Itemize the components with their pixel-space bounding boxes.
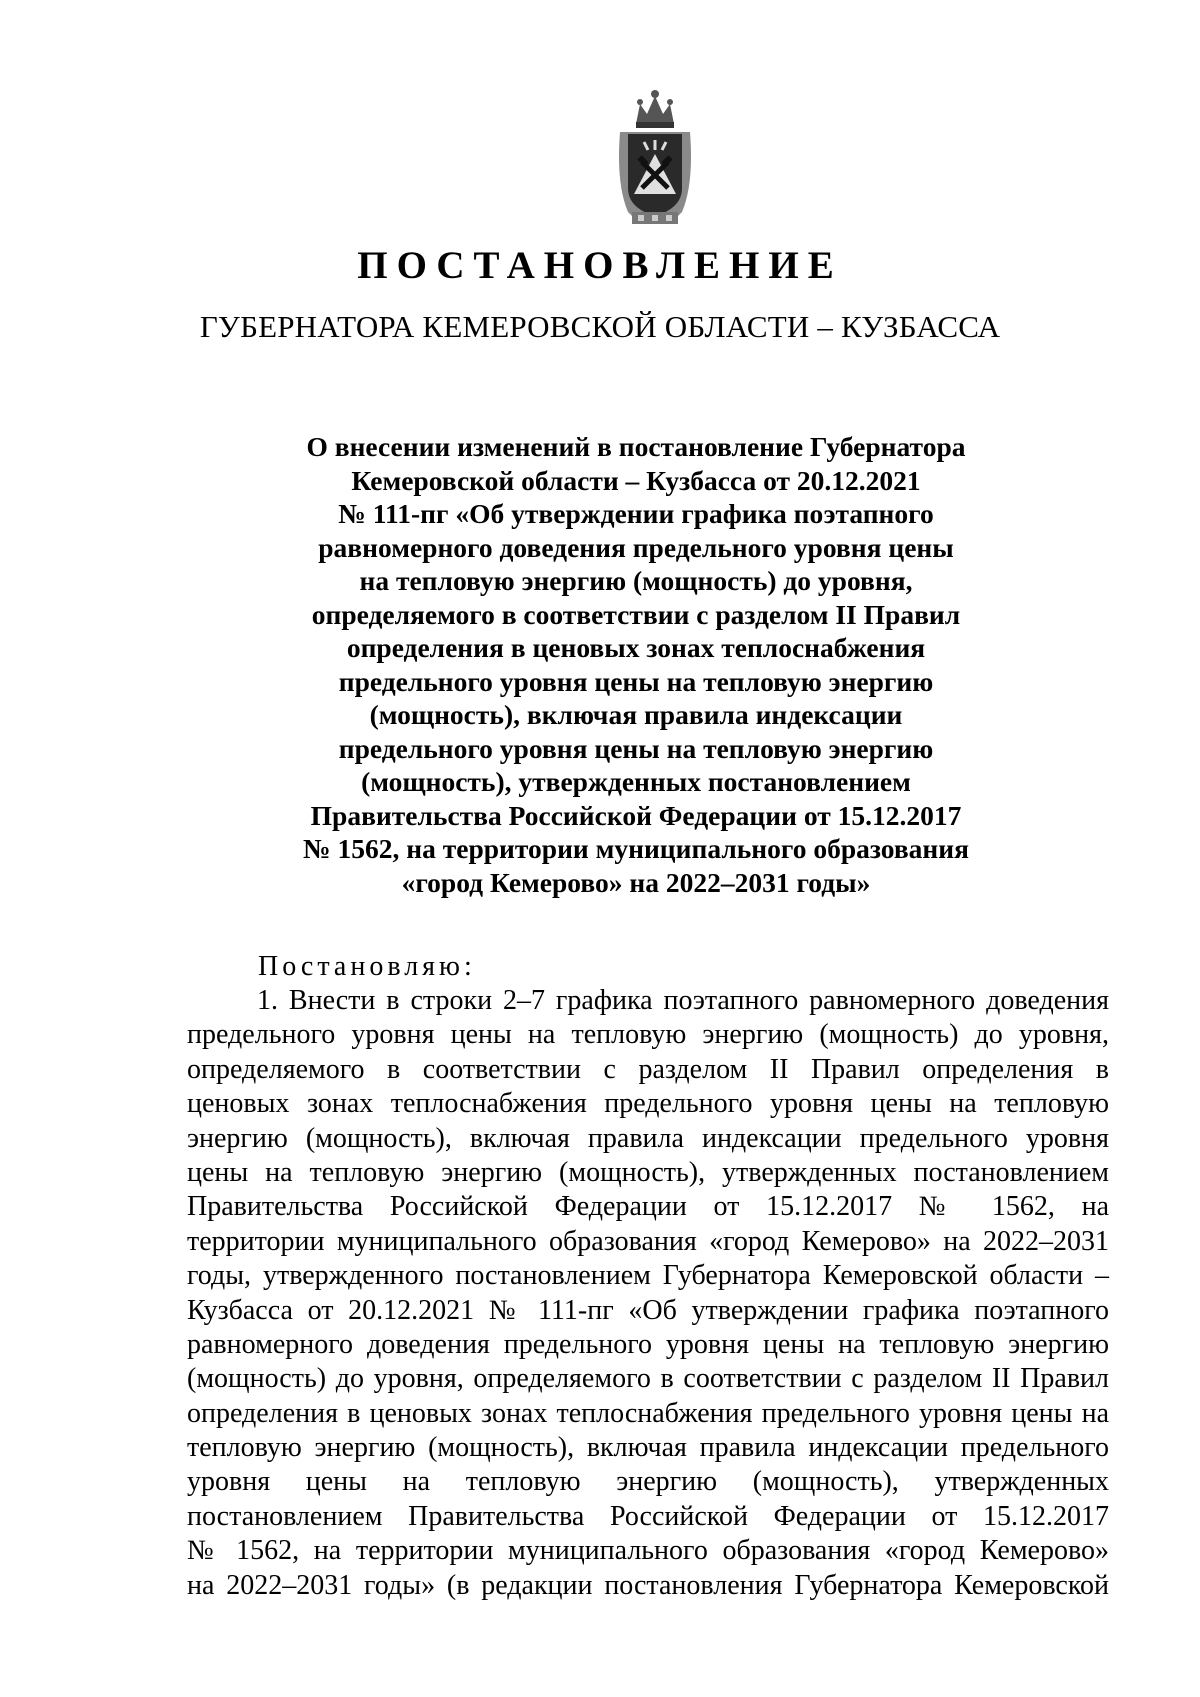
body-line: ценовых зонах теплоснабжения предельного уровня цены на тепловую [187, 1088, 1109, 1120]
body-paragraph [187, 984, 1109, 1603]
body-line: (мощность) до уровня, определяемого в соответствии с разделом II Правил [187, 1363, 1109, 1395]
heading-line: определяемого в соответствии с разделом II Правил [311, 598, 961, 630]
body-line: равномерного доведения предельного уровня цены на тепловую энергию [187, 1328, 1109, 1360]
body-line: территории муниципального образования «город Кемерово» на 2022–2031 [187, 1225, 1109, 1257]
heading-line: О внесении изменений в постановление Губернатора [306, 431, 966, 462]
heading-line: определения в ценовых зонах теплоснабжения [346, 632, 926, 663]
decree-word: Постановляю: [258, 951, 476, 982]
body-line: энергию (мощность), включая правила индексации предельного уровня [187, 1122, 1109, 1154]
heading-line: предельного уровня цены на тепловую энергию [338, 732, 934, 764]
heading-line: предельного уровня цены на тепловую энергию [338, 665, 934, 697]
heading-line: Кемеровской области – Кузбасса от 20.12.2021 [351, 464, 921, 496]
coat-of-arms-icon [614, 84, 696, 230]
heading-line: Правительства Российской Федерации от 15.12.2017 [310, 799, 962, 831]
body-line: тепловую энергию (мощность), включая правила индексации предельного [187, 1432, 1109, 1464]
heading-line: «город Кемерово» на 2022–2031 годы» [401, 866, 871, 898]
heading-line: № 1562, на территории муниципального образования [303, 833, 969, 864]
body-line: Кузбасса от 20.12.2021 № 111-пг «Об утверждении графика поэтапного [187, 1294, 1109, 1326]
body-line: постановлением Правительства Российской Федерации от 15.12.2017 [187, 1500, 1109, 1532]
body-line: Правительства Российской Федерации от 15.12.2017 № 1562, на [187, 1191, 1109, 1223]
body-line: 1. Внести в строки 2–7 графика поэтапного равномерного доведения [257, 985, 1109, 1016]
heading-line: на тепловую энергию (мощность) до уровня, [359, 565, 913, 596]
heading-line: (мощность), включая правила индексации [369, 699, 903, 730]
decree-heading [296, 430, 976, 899]
heading-line: № 111-пг «Об утверждении графика поэтапного [338, 498, 934, 529]
body-line: на 2022–2031 годы» (в редакции постановления Губернатора Кемеровской [187, 1569, 1109, 1601]
body-line: № 1562, на территории муниципального образования «город Кемерово» [187, 1535, 1109, 1567]
heading-line: (мощность), утвержденных постановлением [361, 766, 911, 797]
body-line: уровня цены на тепловую энергию (мощность), утвержденных [187, 1466, 1109, 1498]
body-line: годы, утвержденного постановлением Губернатора Кемеровской области – [187, 1260, 1109, 1292]
document-title: ПОСТАНОВЛЕНИЕ [357, 244, 843, 287]
body-line: определения в ценовых зонах теплоснабжения предельного уровня цены на [187, 1397, 1109, 1429]
body-line: предельного уровня цены на тепловую энергию (мощность) до уровня, [187, 1019, 1109, 1051]
heading-line: равномерного доведения предельного уровня цены [318, 531, 954, 563]
document-subtitle: ГУБЕРНАТОРА КЕМЕРОВСКОЙ ОБЛАСТИ – КУЗБАССА [199, 309, 1001, 344]
body-line: определяемого в соответствии с разделом II Правил определения в [187, 1053, 1109, 1085]
body-line: цены на тепловую энергию (мощность), утвержденных постановлением [187, 1156, 1109, 1188]
